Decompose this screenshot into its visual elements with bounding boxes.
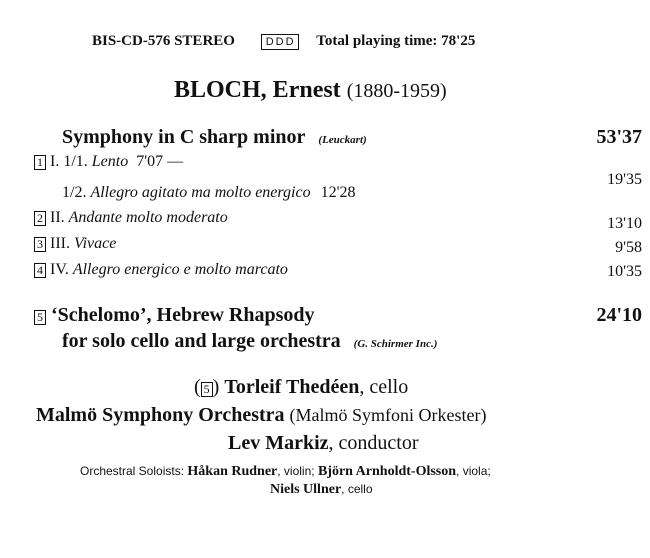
movement-duration: 10'35	[607, 263, 642, 280]
symphony-duration: 53'37	[596, 126, 642, 148]
soloist-2-role: , viola;	[456, 464, 491, 478]
ddd-badge: DDD	[261, 34, 299, 50]
track-number-box: 1	[34, 155, 46, 170]
orchestra-name: Malmö Symphony Orchestra	[36, 404, 285, 426]
movement-label: IV.	[50, 261, 69, 278]
schelomo-title-row	[34, 304, 315, 327]
orchestral-soloists-line	[80, 464, 491, 480]
soloist-1-role: , violin;	[277, 464, 315, 478]
soloist-1-name: Håkan Rudner	[187, 464, 278, 479]
soloist-track-close: )	[212, 376, 220, 398]
conductor-name: Lev Markiz	[228, 432, 329, 454]
movement-row	[62, 184, 355, 202]
symphony-publisher: (Leuckart)	[318, 134, 367, 146]
soloist-track-open: (	[194, 376, 201, 398]
header-line	[92, 33, 475, 50]
schelomo-block	[34, 304, 642, 356]
schelomo-publisher: (G. Schirmer Inc.)	[353, 338, 438, 350]
movement-time: 12'28	[320, 184, 356, 201]
track-number-box: 2	[34, 211, 46, 226]
symphony-title: Symphony in C sharp minor	[62, 126, 306, 148]
soloist-role: , cello	[359, 376, 409, 398]
schelomo-duration: 24'10	[596, 304, 642, 326]
composer-dates: (1880-1959)	[346, 80, 447, 102]
movement-tempo: Andante molto moderato	[68, 209, 228, 226]
orchestral-soloists-line-2	[270, 482, 373, 498]
movement-label: 1/2.	[62, 184, 87, 201]
movement-time: 7'07 —	[136, 153, 184, 170]
movement-row	[34, 209, 228, 227]
track-number-box: 5	[201, 382, 213, 397]
composer-name: BLOCH, Ernest	[174, 77, 341, 103]
soloist-line	[194, 376, 408, 399]
movement-row	[34, 235, 116, 253]
composer-heading	[174, 77, 447, 104]
movement-row	[34, 261, 288, 279]
conductor-role: , conductor	[328, 432, 419, 454]
soloists-prefix: Orchestral Soloists:	[80, 464, 185, 478]
soloist-2-name: Björn Arnholdt-Olsson	[317, 464, 457, 479]
movement-duration: 13'10	[607, 215, 642, 232]
symphony-block	[34, 126, 642, 286]
orchestra-line	[36, 404, 486, 427]
movement-tempo: Allegro agitato ma molto energico	[90, 184, 311, 201]
track-number-box: 4	[34, 263, 46, 278]
schelomo-subtitle-row	[62, 330, 437, 353]
movement-label: I. 1/1.	[50, 153, 88, 170]
movement-duration: 19'35	[607, 171, 642, 188]
orchestra-alt-name: (Malmö Symfoni Orkester)	[289, 405, 487, 425]
soloist-name: Torleif Thedéen	[224, 376, 360, 398]
schelomo-subtitle: for solo cello and large orchestra	[62, 330, 341, 352]
symphony-title-row	[62, 126, 367, 149]
schelomo-title: ‘Schelomo’, Hebrew Rhapsody	[51, 304, 315, 326]
movement-tempo: Lento	[91, 153, 129, 170]
movement-duration: 9'58	[615, 239, 642, 256]
soloist-3-role: , cello	[341, 482, 373, 496]
track-number-box: 3	[34, 237, 46, 252]
movement-label: III.	[50, 235, 70, 252]
movement-tempo: Vivace	[73, 235, 117, 252]
movement-tempo: Allegro energico e molto marcato	[72, 261, 288, 278]
movement-label: II.	[50, 209, 65, 226]
conductor-line	[228, 432, 419, 455]
total-playing-time: Total playing time: 78'25	[316, 33, 476, 49]
soloist-3-name: Niels Ullner	[270, 482, 342, 497]
track-number-box: 5	[34, 310, 46, 325]
catalog-number: BIS-CD-576 STEREO	[92, 33, 235, 49]
movement-row	[34, 153, 183, 171]
